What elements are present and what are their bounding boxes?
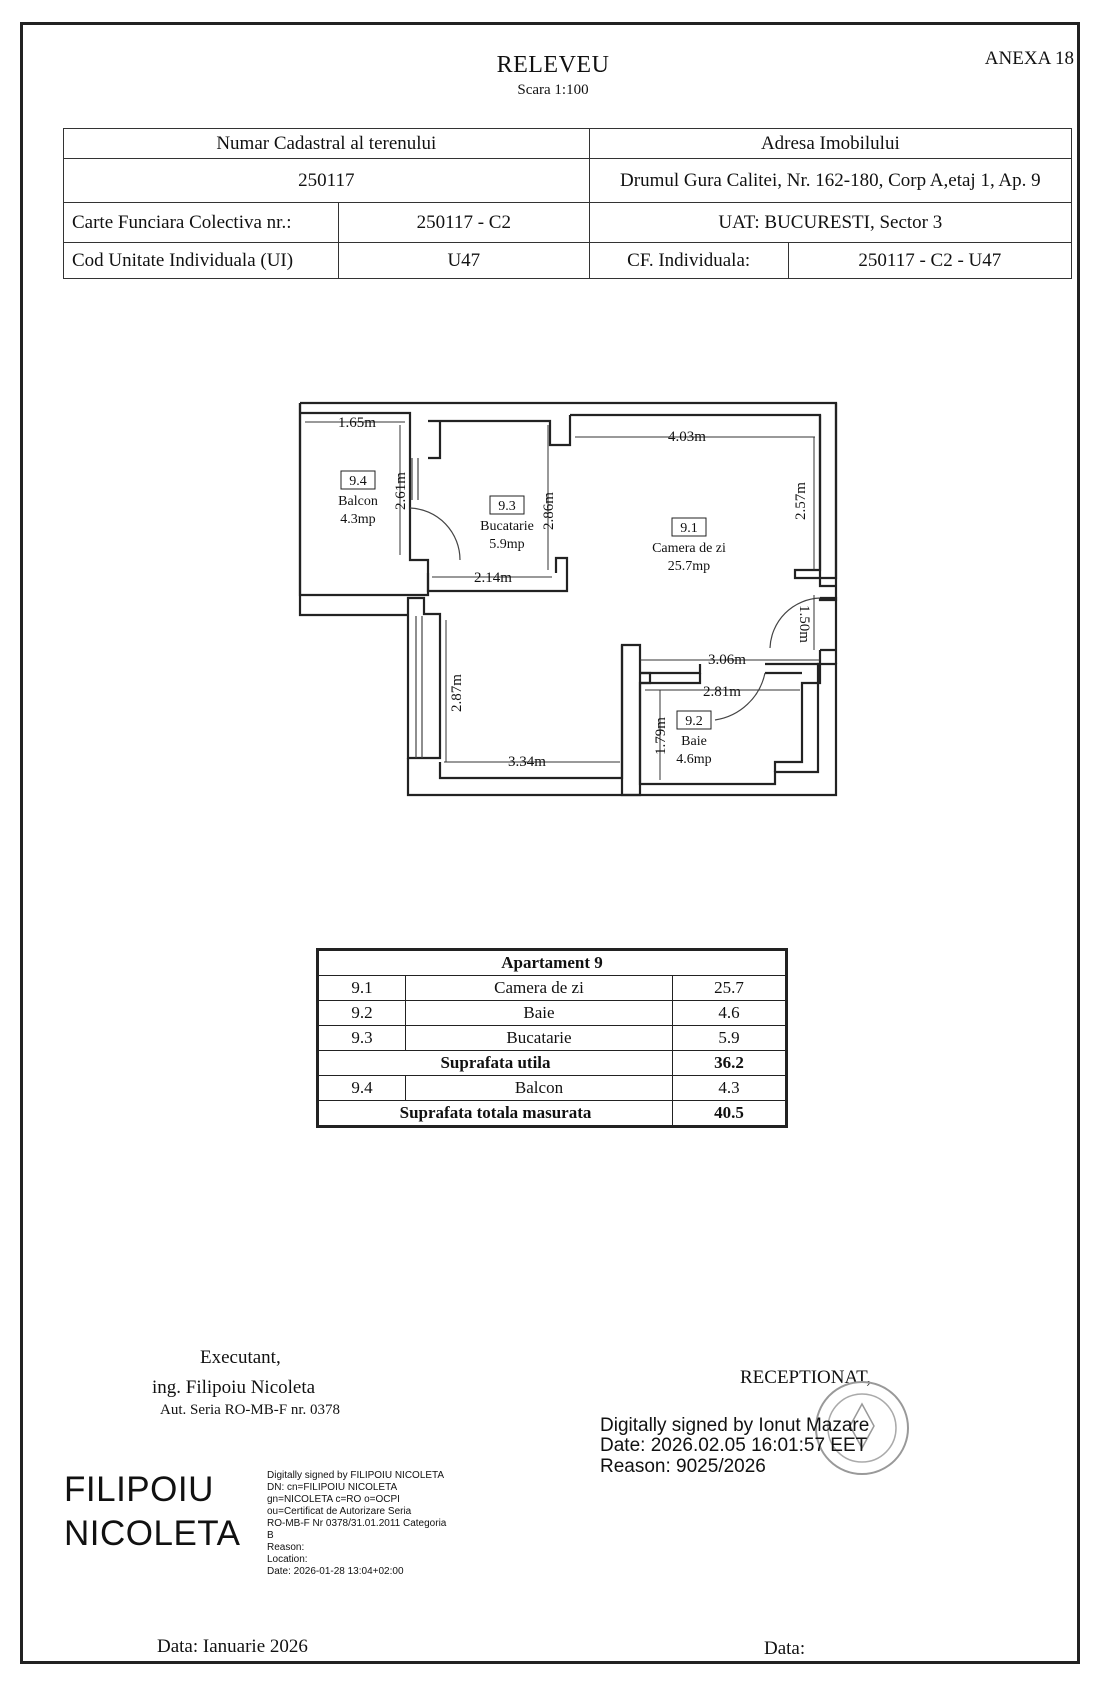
cf-individual-value: 250117 - C2 - U47 (788, 243, 1071, 279)
balcony-wall (300, 403, 408, 615)
room-balcony-id: 9.4 (349, 474, 367, 489)
sig-detail: DN: cn=FILIPOIU NICOLETA (267, 1482, 398, 1493)
cf-collective-label: Carte Funciara Colectiva nr.: (64, 203, 339, 243)
dim-kitchen-w: 2.14m (474, 570, 512, 586)
right-wall-lower (820, 650, 836, 664)
executant-label: Executant, (200, 1347, 281, 1368)
page-title: RELEVEU (496, 52, 610, 78)
room-bath-id: 9.2 (685, 714, 703, 729)
sig-detail: Digitally signed by FILIPOIU NICOLETA (267, 1470, 445, 1481)
dim-living-low-w: 3.34m (508, 754, 546, 770)
bath-top-wall-2 (640, 673, 802, 683)
cadastral-label: Numar Cadastral al terenului (64, 129, 590, 159)
dim-kitchen-h: 2.86m (541, 492, 557, 530)
sig-detail: Location: (267, 1554, 308, 1565)
summary-row-area: 25.7 (673, 976, 787, 1001)
kitchen-wall (428, 415, 570, 458)
dim-living-h: 2.57m (793, 482, 809, 520)
dim-balcony-w: 1.65m (338, 415, 376, 431)
dim-bath-outer-w: 3.06m (708, 652, 746, 668)
dim-balcony-h: 2.61m (393, 472, 409, 510)
summary-row-name: Camera de zi (406, 976, 673, 1001)
summary-row-area: 5.9 (673, 1026, 787, 1051)
cf-collective-value: 250117 - C2 (339, 203, 590, 243)
dim-bath-w: 2.81m (703, 684, 741, 700)
summary-title: Apartament 9 (318, 950, 787, 976)
address-label: Adresa Imobilului (589, 129, 1071, 159)
summary-row-area: 4.6 (673, 1001, 787, 1026)
useful-area-label: Suprafata utila (318, 1051, 673, 1076)
digital-signature-line2: Date: 2026.02.05 16:01:57 EET (600, 1435, 868, 1456)
signature-name-line2: NICOLETA (64, 1514, 241, 1553)
dim-living-low-h: 2.87m (449, 674, 465, 712)
balcony-row-area: 4.3 (673, 1076, 787, 1101)
balcony-row-id: 9.4 (318, 1076, 406, 1101)
annex-label: ANEXA 18 (984, 48, 1074, 69)
executant-auth: Aut. Seria RO-MB-F nr. 0378 (160, 1402, 340, 1418)
room-kitchen-area: 5.9mp (489, 537, 525, 552)
summary-row-name: Bucatarie (406, 1026, 673, 1051)
room-living-name: Camera de zi (652, 541, 726, 556)
sig-detail: B (267, 1530, 274, 1541)
receptionat-date: Data: (764, 1638, 806, 1659)
room-kitchen-id: 9.3 (498, 499, 516, 514)
cadastral-value: 250117 (64, 159, 590, 203)
ui-value: U47 (339, 243, 590, 279)
dim-door-w: 1.50m (796, 605, 812, 643)
room-living-area: 25.7mp (667, 559, 711, 574)
uat-value: UAT: BUCURESTI, Sector 3 (589, 203, 1071, 243)
dim-bath-h: 1.79m (653, 717, 669, 755)
receptionat-label: RECEPTIONAT, (740, 1367, 872, 1388)
sig-detail: RO-MB-F Nr 0378/31.01.2011 Categoria (267, 1518, 447, 1529)
room-balcony-name: Balcon (338, 494, 378, 509)
summary-row-name: Baie (406, 1001, 673, 1026)
total-area-label: Suprafata totala masurata (318, 1101, 673, 1127)
total-area-value: 40.5 (673, 1101, 787, 1127)
digital-signature-line3: Reason: 9025/2026 (600, 1456, 766, 1477)
summary-table (316, 948, 788, 1128)
door-right (820, 598, 836, 650)
summary-row-id: 9.2 (318, 1001, 406, 1026)
ui-label: Cod Unitate Individuala (UI) (64, 243, 339, 279)
signature-details (267, 1470, 477, 1578)
digital-signature-line1: Digitally signed by Ionut Mazare (600, 1415, 870, 1436)
signature-name-line1: FILIPOIU (64, 1470, 214, 1509)
room-balcony-area: 4.3mp (340, 512, 376, 527)
sig-detail: Date: 2026-01-28 13:04+02:00 (267, 1566, 404, 1577)
room-bath-area: 4.6mp (676, 752, 712, 767)
room-kitchen-name: Bucatarie (480, 519, 534, 534)
executant-date: Data: Ianuarie 2026 (157, 1636, 308, 1657)
cf-individual-label: CF. Individuala: (589, 243, 788, 279)
executant-name: ing. Filipoiu Nicoleta (152, 1377, 316, 1398)
sig-detail: ou=Certificat de Autorizare Seria (267, 1506, 412, 1517)
summary-row-id: 9.1 (318, 976, 406, 1001)
dim-living-w: 4.03m (668, 429, 706, 445)
west-wall-lower (408, 598, 440, 758)
useful-area-value: 36.2 (673, 1051, 787, 1076)
room-living-id: 9.1 (680, 521, 698, 536)
balcony-row-name: Balcon (406, 1076, 673, 1101)
scale-label: Scara 1:100 (517, 82, 589, 98)
sig-detail: Reason: (267, 1542, 305, 1553)
address-value: Drumul Gura Calitei, Nr. 162-180, Corp A,etaj 1, Ap. 9 (589, 159, 1071, 203)
summary-row-id: 9.3 (318, 1026, 406, 1051)
balcony-door-arc (410, 508, 460, 560)
room-bath-name: Baie (681, 734, 707, 749)
south-wall (408, 645, 640, 795)
sig-detail: gn=NICOLETA c=RO o=OCPI (267, 1494, 400, 1505)
